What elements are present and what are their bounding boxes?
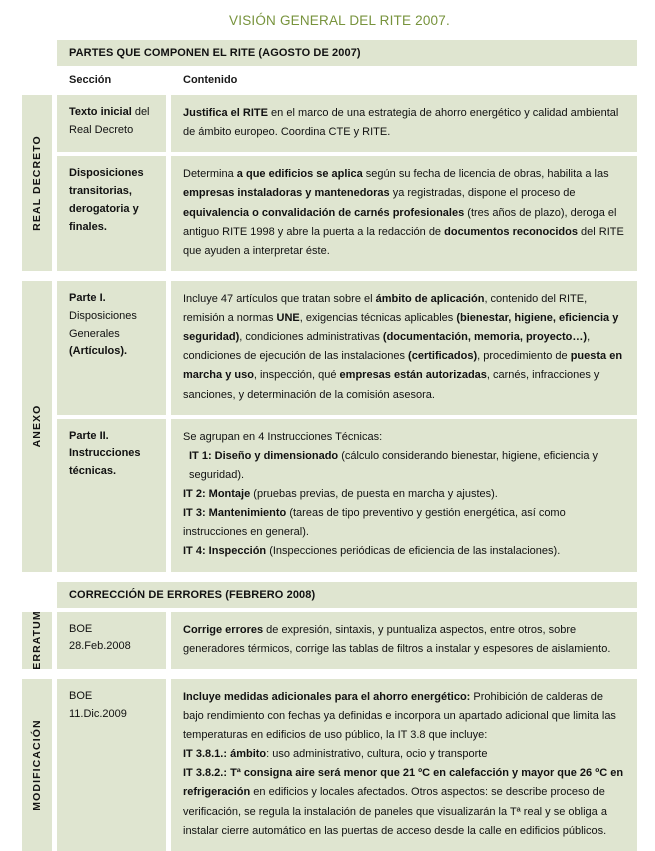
- column-header-contenido: Contenido: [183, 74, 238, 86]
- rail-spacer: [22, 40, 52, 66]
- cell-contenido: Justifica el RITE en el marco de una estrategia de ahorro energético y calidad ambiental de ámbito europeo. Coordina CTE y RITE.: [171, 95, 637, 152]
- cell-seccion: Parte I. Disposiciones Generales (Artículos).: [57, 281, 166, 415]
- rail-real-decreto: [22, 95, 52, 271]
- rail-anexo: [22, 281, 52, 572]
- group-divider: [0, 271, 655, 281]
- column-header-row: [22, 66, 637, 95]
- rail-label-real-decreto: REAL DECRETO: [31, 135, 43, 231]
- group-real-decreto: [22, 95, 637, 271]
- group-anexo: [22, 281, 637, 572]
- table-row: [57, 281, 637, 415]
- cell-contenido: Se agrupan en 4 Instrucciones Técnicas: IT 1: Diseño y dimensionado (cálculo considerando bienestar, higiene, eficiencia y seguridad). IT 2: Montaje (pruebas previas, de puesta en marcha y ajustes). IT 3: Mantenimiento (tareas de tipo preventivo y gestión energética, así como instrucciones en general). IT 4: Inspección (Inspecciones periódicas de eficiencia de las instalaciones).: [171, 419, 637, 572]
- rail-erratum: [22, 612, 52, 669]
- table-row: [57, 419, 637, 572]
- cell-seccion: Parte II. Instrucciones técnicas.: [57, 419, 166, 572]
- rail-spacer: [22, 582, 52, 608]
- cell-contenido: Incluye medidas adicionales para el ahorro energético: Prohibición de calderas de bajo rendimiento con fechas ya definidas e incorpora un apartado adicional que limita las temperaturas en edificios de uso público, la IT 3.8 que incluye: IT 3.8.1.: ámbito: uso administrativo, cultura, ocio y transporte IT 3.8.2.: Tª consigna aire será menor que 21 ºC en calefacción y mayor que 26 ºC en refrigeración en edificios y locales afectados. Otros aspectos: se describe proceso de verificación, se regula la instalación de paneles que visualizarán la Tª real y se obliga a instalar cierre automático en las puertas de acceso desde la calle en edificios públicos.: [171, 679, 637, 851]
- cell-contenido: Determina a que edificios se aplica según su fecha de licencia de obras, habilita a las empresas instaladoras y mantenedoras ya registradas, dispone el proceso de equivalencia o convalidación de carnés profesionales (tres años de plazo), deroga el antiguo RITE 1998 y abre la puerta a la redacción de documentos reconocidos del RITE que ayuden a interpretar éste.: [171, 156, 637, 271]
- column-header-seccion: Sección: [69, 74, 112, 86]
- rail-modificacion: [22, 679, 52, 851]
- section-banner-partes: PARTES QUE COMPONEN EL RITE (AGOSTO DE 2007): [57, 40, 637, 66]
- rail-label-anexo: ANEXO: [31, 404, 43, 448]
- cell-seccion: Disposiciones transitorias, derogatoria y finales.: [57, 156, 166, 271]
- cell-seccion: Texto inicial del Real Decreto: [57, 95, 166, 152]
- section-banner-row-partes: [22, 40, 637, 66]
- group-erratum: [22, 612, 637, 669]
- cell-seccion: BOE 28.Feb.2008: [57, 612, 166, 669]
- section-banner-correccion: CORRECCIÓN DE ERRORES (FEBRERO 2008): [57, 582, 637, 608]
- table-row: [57, 612, 637, 669]
- rite-overview-table: [0, 40, 655, 851]
- table-row: [57, 95, 637, 152]
- group-modificacion: [22, 679, 637, 851]
- rail-label-modificacion: MODIFICACIÓN: [31, 719, 43, 811]
- section-divider: [0, 572, 655, 582]
- cell-contenido: Incluye 47 artículos que tratan sobre el ámbito de aplicación, contenido del RITE, remisión a normas UNE, exigencias técnicas aplicables (bienestar, higiene, eficiencia y seguridad), condiciones administrativas (documentación, memoria, proyecto…), condiciones de ejecución de las instalaciones (certificados), procedimiento de puesta en marcha y uso, inspección, qué empresas están autorizadas, carnés, infracciones y sanciones, y determinación de la comisión asesora.: [171, 281, 637, 415]
- table-row: [57, 156, 637, 271]
- section-banner-row-correccion: [22, 582, 637, 608]
- rail-spacer: [22, 66, 52, 95]
- group-divider: [0, 669, 655, 679]
- rail-label-erratum: ERRATUM: [31, 610, 43, 670]
- page-title: VISIÓN GENERAL DEL RITE 2007.: [229, 13, 450, 28]
- table-row: [57, 679, 637, 851]
- cell-contenido: Corrige errores de expresión, sintaxis, y puntualiza aspectos, entre otros, sobre generadores térmicos, corrige las tablas de filtros a instalar y espesores de aislamiento.: [171, 612, 637, 669]
- cell-seccion: BOE 11.Dic.2009: [57, 679, 166, 851]
